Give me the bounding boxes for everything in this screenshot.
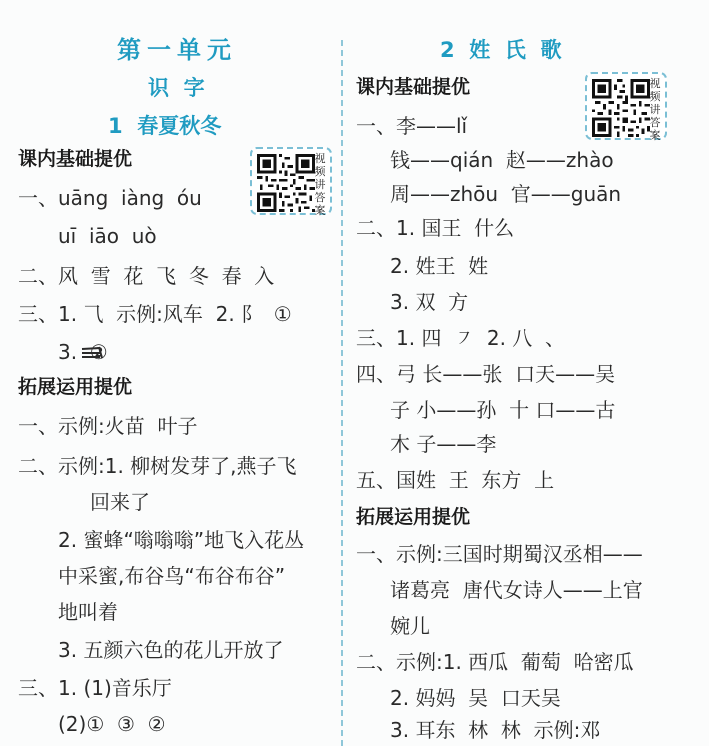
section-heading-extend: 拓展运用提优 [18, 376, 133, 398]
lesson-2-title: 2 姓 氏 歌 [440, 38, 562, 62]
answer-line: 钱——qián 赵——zhào [390, 148, 614, 172]
answer-line: 二、风 雪 花 飞 冬 春 入 [18, 264, 275, 288]
column-divider [341, 40, 343, 746]
section-heading-extend: 拓展运用提优 [356, 506, 471, 528]
left-column [0, 0, 340, 746]
answer-line: 三、1. ⺄ 示例:风车 2. 阝 ① [18, 302, 292, 326]
answer-line: 二、示例:1. 西瓜 葡萄 哈密瓜 [356, 650, 634, 674]
qr-video-answer-right[interactable] [585, 72, 667, 140]
answer-line: 子 小——孙 十 口——古 [390, 398, 616, 422]
qr-code-icon [592, 79, 650, 137]
answer-line: 一、示例:三国时期蜀汉丞相—— [356, 542, 643, 566]
answer-line: 中采蜜,布谷鸟“布谷布谷” [58, 564, 286, 588]
answer-line: 三、1. 四 ㇇ 2. 八 、 [356, 326, 566, 350]
section-heading-basic: 课内基础提优 [18, 148, 133, 170]
answer-line: 二、示例:1. 柳树发芽了,燕子飞 [18, 454, 297, 478]
answer-line: uī iāo uò [58, 224, 157, 248]
answer-line: 一、示例:火苗 叶子 [18, 414, 198, 438]
answer-line: 四、弓 长——张 口天——吴 [356, 362, 616, 386]
answer-line: 地叫着 [58, 600, 118, 624]
section-heading-basic: 课内基础提优 [356, 76, 471, 98]
unit-title: 第一单元 [117, 36, 237, 64]
answer-line: 2. 姓王 姓 [390, 254, 489, 278]
answer-line: 回来了 [90, 490, 150, 514]
answer-line: 一、李——lǐ [356, 114, 468, 138]
answer-line: 一、uāng iàng óu [18, 186, 202, 210]
answer-line: 诸葛亮 唐代女诗人——上官 [390, 578, 643, 602]
answer-line: 木 子——李 [390, 432, 497, 456]
right-column [350, 0, 709, 746]
answer-line: 2. 妈妈 吴 口天吴 [390, 686, 561, 710]
answer-line: 三、1. (1)音乐厅 [18, 676, 172, 700]
answer-line: 周——zhōu 官——guān [390, 182, 622, 206]
qr-caption: 视频讲答案 [314, 152, 326, 217]
lesson-1-title: 1 春夏秋冬 [108, 114, 222, 138]
qr-code-icon [257, 154, 315, 212]
stroke-symbol-icon [80, 345, 104, 361]
qr-video-answer-left[interactable] [250, 147, 332, 215]
answer-line: 婉儿 [390, 614, 430, 638]
answer-line: 五、国姓 王 东方 上 [356, 468, 555, 492]
answer-line: (2)① ③ ② [58, 712, 166, 736]
qr-caption: 视频讲答案 [649, 77, 661, 142]
answer-line: 3. 双 方 [390, 290, 469, 314]
answer-line: 3. 五颜六色的花儿开放了 [58, 638, 284, 662]
answer-line: 二、1. 国王 什么 [356, 216, 515, 240]
answer-line: 3. ② [58, 340, 108, 364]
answer-line: 3. 耳东 林 林 示例:邓 [390, 718, 601, 742]
answer-line: 2. 蜜蜂“嗡嗡嗡”地飞入花丛 [58, 528, 305, 552]
section-title: 识 字 [148, 76, 205, 100]
